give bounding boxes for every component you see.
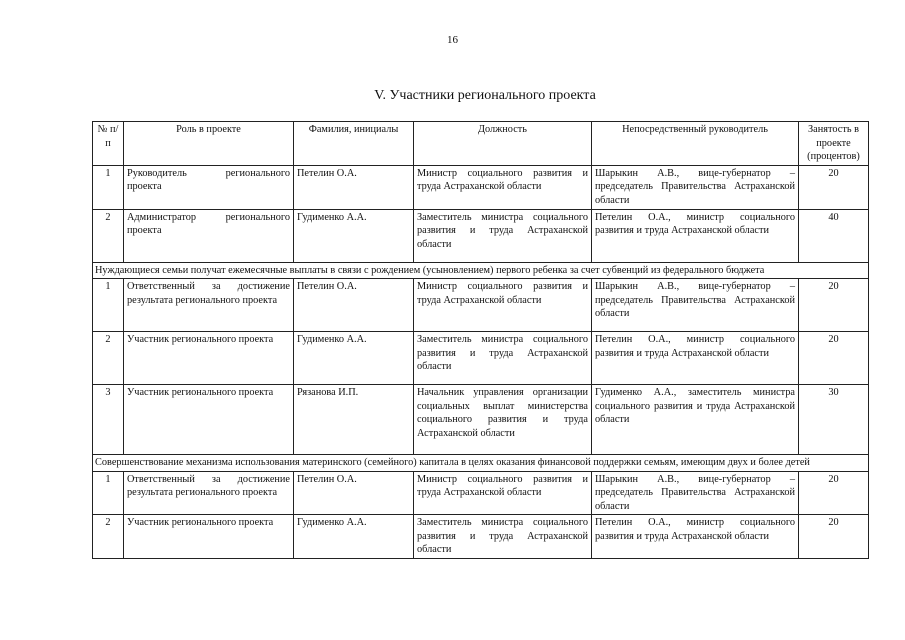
cell-supervisor: Петелин О.А., министр социального развития и труда Астраханской области [592,515,799,559]
cell-name: Петелин О.А. [294,279,414,332]
table-row [93,471,869,515]
cell-share: 20 [799,165,869,209]
table-row [93,332,869,385]
cell-name: Петелин О.А. [294,165,414,209]
cell-name: Гудименко А.А. [294,209,414,262]
cell-name: Гудименко А.А. [294,515,414,559]
participants-table [92,121,869,559]
cell-name: Рязанова И.П. [294,385,414,455]
table-row [93,209,869,262]
cell-share: 40 [799,209,869,262]
group-row [93,262,869,279]
table-header-row [93,122,869,166]
table-row [93,279,869,332]
header-name: Фамилия, инициалы [294,122,414,166]
cell-supervisor: Гудименко А.А., заместитель министра социального развития и труда Астраханской области [592,385,799,455]
header-share: Занятость в проекте (процентов) [799,122,869,166]
cell-share: 20 [799,515,869,559]
cell-position: Министр социального развития и труда Астраханской области [414,279,592,332]
cell-role: Руководитель регионального проекта [124,165,294,209]
section-title: V. Участники регионального проекта [374,88,596,103]
header-role: Роль в проекте [124,122,294,166]
cell-num: 1 [93,279,124,332]
cell-num: 2 [93,515,124,559]
cell-role: Ответственный за достижение результата регионального проекта [124,279,294,332]
header-num: № п/п [93,122,124,166]
cell-supervisor: Шарыкин А.В., вице-губернатор – председатель Правительства Астраханской области [592,471,799,515]
cell-position: Министр социального развития и труда Астраханской области [414,165,592,209]
page-number: 16 [447,34,458,46]
cell-supervisor: Петелин О.А., министр социального развития и труда Астраханской области [592,209,799,262]
cell-supervisor: Петелин О.А., министр социального развития и труда Астраханской области [592,332,799,385]
cell-num: 2 [93,332,124,385]
cell-supervisor: Шарыкин А.В., вице-губернатор – председатель Правительства Астраханской области [592,279,799,332]
cell-position: Министр социального развития и труда Астраханской области [414,471,592,515]
cell-supervisor: Шарыкин А.В., вице-губернатор – председатель Правительства Астраханской области [592,165,799,209]
cell-num: 3 [93,385,124,455]
group-title: Совершенствование механизма использования материнского (семейного) капитала в целях оказания финансовой поддержки семьям, имеющим двух и более детей [93,455,869,472]
cell-name: Петелин О.А. [294,471,414,515]
cell-position: Заместитель министра социального развития и труда Астраханской области [414,332,592,385]
header-position: Должность [414,122,592,166]
cell-share: 20 [799,471,869,515]
group-title: Нуждающиеся семьи получат ежемесячные выплаты в связи с рождением (усыновлением) первого ребенка за счет субвенций из федерального бюджета [93,262,869,279]
cell-position: Заместитель министра социального развития и труда Астраханской области [414,209,592,262]
group-row [93,455,869,472]
header-supervisor: Непосредственный руководитель [592,122,799,166]
cell-num: 1 [93,165,124,209]
cell-role: Участник регионального проекта [124,515,294,559]
cell-num: 2 [93,209,124,262]
cell-share: 20 [799,332,869,385]
cell-position: Заместитель министра социального развития и труда Астраханской области [414,515,592,559]
cell-role: Администратор регионального проекта [124,209,294,262]
cell-name: Гудименко А.А. [294,332,414,385]
cell-role: Ответственный за достижение результата регионального проекта [124,471,294,515]
cell-num: 1 [93,471,124,515]
cell-share: 20 [799,279,869,332]
table-row [93,515,869,559]
cell-position: Начальник управления организации социальных выплат министерства социального развития и труда Астраханской области [414,385,592,455]
cell-role: Участник регионального проекта [124,332,294,385]
table-row [93,385,869,455]
cell-role: Участник регионального проекта [124,385,294,455]
cell-share: 30 [799,385,869,455]
table-row [93,165,869,209]
